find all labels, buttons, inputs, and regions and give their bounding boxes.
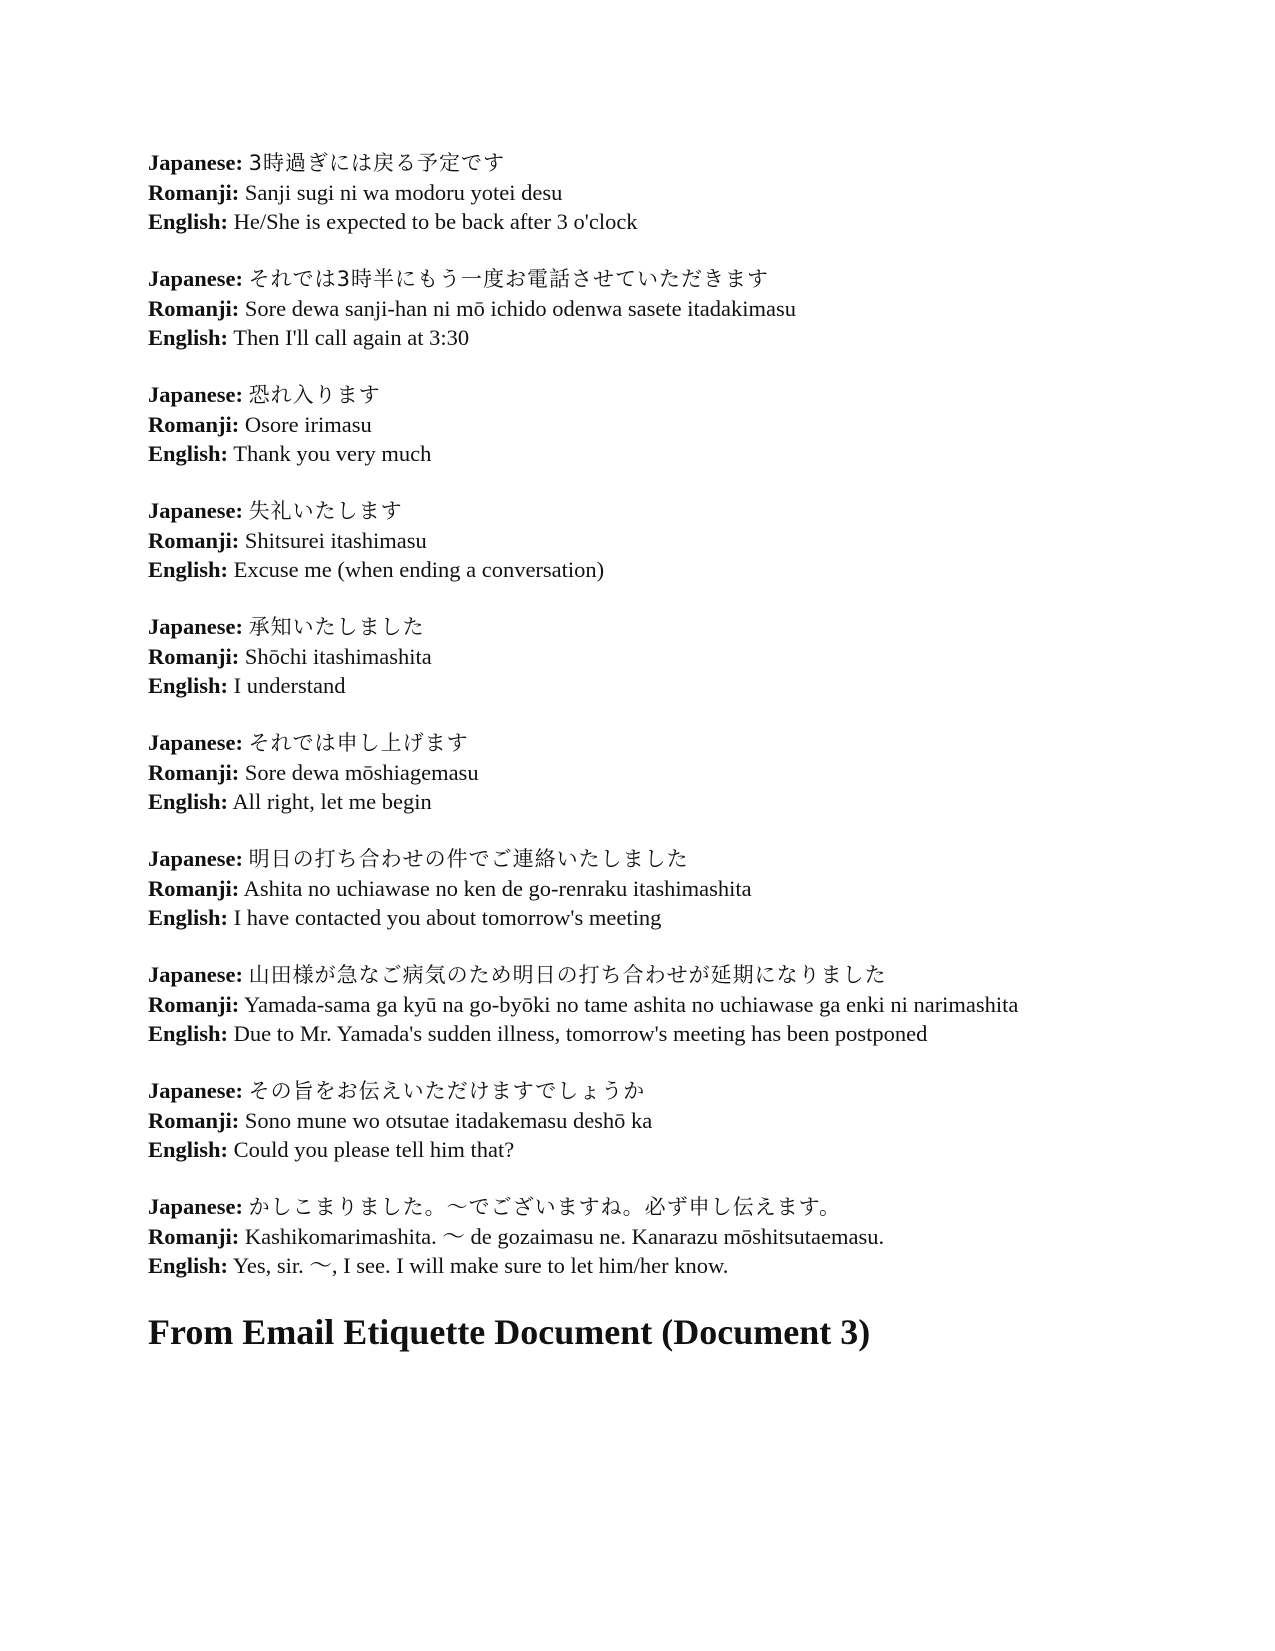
english-line [148, 207, 1208, 236]
english-text: I have contacted you about tomorrow's meeting [233, 905, 662, 930]
romanji-label: Romanji: [148, 296, 240, 321]
japanese-label: Japanese: [148, 730, 243, 755]
english-text: He/She is expected to be back after 3 o'clock [233, 209, 638, 234]
english-text: Thank you very much [233, 441, 432, 466]
romanji-label: Romanji: [148, 644, 240, 669]
japanese-text: 明日の打ち合わせの件でご連絡いたしました [248, 847, 689, 871]
romanji-line [148, 758, 1208, 787]
romanji-line [148, 178, 1208, 207]
document-page [148, 148, 1208, 1354]
japanese-line [148, 612, 1208, 642]
japanese-text: 山田様が急なご病気のため明日の打ち合わせが延期になりました [248, 963, 887, 987]
romanji-line [148, 874, 1208, 903]
phrase-entry [148, 1076, 1208, 1164]
english-line [148, 323, 1208, 352]
english-text: Yes, sir. ～, I see. I will make sure to let him/her know. [232, 1253, 729, 1278]
english-line [148, 1135, 1208, 1164]
romanji-text: Shōchi itashimashita [244, 644, 432, 669]
japanese-text: 3時過ぎには戻る予定です [248, 151, 505, 175]
romanji-text: Kashikomarimashita. ～ de gozaimasu ne. Kanarazu mōshitsutaemasu. [244, 1224, 885, 1249]
romanji-text: Ashita no uchiawase no ken de go-renraku itashimashita [243, 876, 752, 901]
japanese-label: Japanese: [148, 150, 243, 175]
section-heading: From Email Etiquette Document (Document 3) [148, 1312, 871, 1352]
japanese-text: かしこまりました。～でございますね。必ず申し伝えます。 [248, 1195, 841, 1219]
japanese-label: Japanese: [148, 962, 243, 987]
romanji-line [148, 526, 1208, 555]
romanji-text: Sono mune wo otsutae itadakemasu deshō ka [244, 1108, 653, 1133]
phrase-list [148, 148, 1208, 1280]
english-label: English: [148, 905, 229, 930]
romanji-line [148, 1222, 1208, 1251]
phrase-entry [148, 1192, 1208, 1280]
phrase-entry [148, 264, 1208, 352]
english-label: English: [148, 441, 229, 466]
romanji-label: Romanji: [148, 412, 240, 437]
japanese-line [148, 148, 1208, 178]
japanese-label: Japanese: [148, 498, 243, 523]
japanese-line [148, 496, 1208, 526]
japanese-label: Japanese: [148, 846, 243, 871]
romanji-line [148, 294, 1208, 323]
english-text: Could you please tell him that? [233, 1137, 515, 1162]
japanese-label: Japanese: [148, 1078, 243, 1103]
phrase-entry [148, 380, 1208, 468]
phrase-entry [148, 960, 1208, 1048]
japanese-line [148, 1192, 1208, 1222]
phrase-entry [148, 496, 1208, 584]
romanji-text: Yamada-sama ga kyū na go-byōki no tame ashita no uchiawase ga enki ni narimashita [244, 992, 1019, 1017]
japanese-line [148, 380, 1208, 410]
japanese-line [148, 844, 1208, 874]
romanji-line [148, 1106, 1208, 1135]
japanese-line [148, 728, 1208, 758]
japanese-text: 承知いたしました [248, 615, 425, 639]
english-text: Excuse me (when ending a conversation) [233, 557, 605, 582]
romanji-text: Sore dewa sanji-han ni mō ichido odenwa sasete itadakimasu [244, 296, 796, 321]
japanese-text: その旨をお伝えいただけますでしょうか [248, 1079, 646, 1103]
romanji-line [148, 410, 1208, 439]
romanji-label: Romanji: [148, 992, 240, 1017]
english-line [148, 903, 1208, 932]
romanji-text: Sore dewa mōshiagemasu [244, 760, 479, 785]
romanji-line [148, 642, 1208, 671]
phrase-entry [148, 148, 1208, 236]
english-label: English: [148, 673, 229, 698]
english-label: English: [148, 1021, 229, 1046]
romanji-text: Sanji sugi ni wa modoru yotei desu [244, 180, 563, 205]
romanji-label: Romanji: [148, 876, 240, 901]
japanese-text: 失礼いたします [248, 499, 403, 523]
english-line [148, 671, 1208, 700]
english-line [148, 1251, 1208, 1280]
english-line [148, 555, 1208, 584]
japanese-line [148, 264, 1208, 294]
english-text: All right, let me begin [232, 789, 432, 814]
japanese-label: Japanese: [148, 382, 243, 407]
english-label: English: [148, 325, 229, 350]
japanese-label: Japanese: [148, 266, 243, 291]
english-text: Due to Mr. Yamada's sudden illness, tomorrow's meeting has been postponed [233, 1021, 928, 1046]
english-label: English: [148, 1253, 229, 1278]
english-label: English: [148, 557, 229, 582]
japanese-text: それでは3時半にもう一度お電話させていただきます [248, 267, 769, 291]
japanese-line [148, 960, 1208, 990]
english-text: I understand [233, 673, 346, 698]
english-text: Then I'll call again at 3:30 [233, 325, 470, 350]
phrase-entry [148, 844, 1208, 932]
japanese-line [148, 1076, 1208, 1106]
japanese-text: それでは申し上げます [248, 731, 469, 755]
romanji-text: Shitsurei itashimasu [244, 528, 427, 553]
english-label: English: [148, 209, 229, 234]
romanji-label: Romanji: [148, 1224, 240, 1249]
japanese-label: Japanese: [148, 1194, 243, 1219]
japanese-label: Japanese: [148, 614, 243, 639]
japanese-text: 恐れ入ります [248, 383, 381, 407]
english-line [148, 1019, 1208, 1048]
romanji-line [148, 990, 1208, 1019]
phrase-entry [148, 728, 1208, 816]
english-label: English: [148, 789, 229, 814]
english-label: English: [148, 1137, 229, 1162]
romanji-label: Romanji: [148, 760, 240, 785]
romanji-text: Osore irimasu [244, 412, 372, 437]
romanji-label: Romanji: [148, 528, 240, 553]
english-line [148, 439, 1208, 468]
romanji-label: Romanji: [148, 1108, 240, 1133]
phrase-entry [148, 612, 1208, 700]
romanji-label: Romanji: [148, 180, 240, 205]
english-line [148, 787, 1208, 816]
